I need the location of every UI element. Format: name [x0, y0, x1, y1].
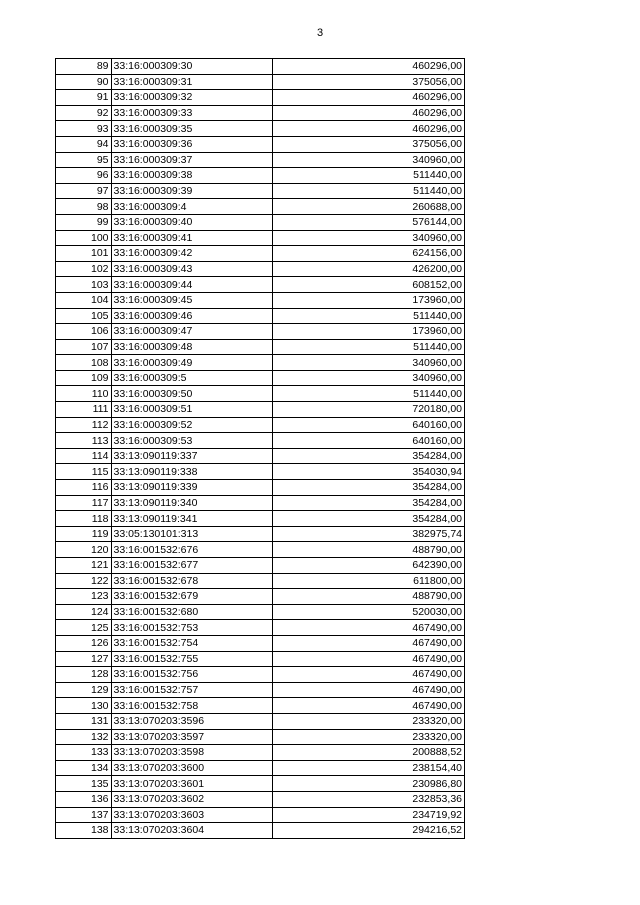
cadastral-number: 33:16:000309:32 [111, 90, 273, 106]
table-row [56, 464, 465, 480]
row-number: 118 [56, 511, 112, 527]
cadastral-value: 467490,00 [273, 682, 465, 698]
cadastral-number: 33:16:000309:51 [111, 402, 273, 418]
table-row [56, 199, 465, 215]
cadastral-number: 33:16:000309:53 [111, 433, 273, 449]
table-row [56, 667, 465, 683]
cadastral-number: 33:16:000309:42 [111, 246, 273, 262]
cadastral-value: 354284,00 [273, 495, 465, 511]
table-row [56, 635, 465, 651]
cadastral-value: 460296,00 [273, 121, 465, 137]
cadastral-number: 33:16:000309:36 [111, 136, 273, 152]
row-number: 131 [56, 713, 112, 729]
row-number: 122 [56, 573, 112, 589]
cadastral-value: 173960,00 [273, 292, 465, 308]
table-row [56, 386, 465, 402]
cadastral-number: 33:16:000309:48 [111, 339, 273, 355]
cadastral-number: 33:16:000309:46 [111, 308, 273, 324]
cadastral-value: 511440,00 [273, 183, 465, 199]
row-number: 98 [56, 199, 112, 215]
row-number: 101 [56, 246, 112, 262]
row-number: 97 [56, 183, 112, 199]
data-table [55, 58, 465, 839]
cadastral-value: 640160,00 [273, 433, 465, 449]
row-number: 116 [56, 480, 112, 496]
cadastral-number: 33:13:070203:3603 [111, 807, 273, 823]
cadastral-number: 33:16:001532:753 [111, 620, 273, 636]
cadastral-number: 33:05:130101:313 [111, 526, 273, 542]
cadastral-number: 33:13:090119:337 [111, 448, 273, 464]
table-row [56, 277, 465, 293]
cadastral-value: 375056,00 [273, 136, 465, 152]
table-row [56, 183, 465, 199]
table-row [56, 604, 465, 620]
cadastral-value: 511440,00 [273, 339, 465, 355]
row-number: 117 [56, 495, 112, 511]
cadastral-value: 354030,94 [273, 464, 465, 480]
row-number: 112 [56, 417, 112, 433]
row-number: 130 [56, 698, 112, 714]
table-row [56, 121, 465, 137]
row-number: 100 [56, 230, 112, 246]
cadastral-value: 511440,00 [273, 168, 465, 184]
cadastral-value: 720180,00 [273, 402, 465, 418]
row-number: 102 [56, 261, 112, 277]
cadastral-number: 33:16:000309:4 [111, 199, 273, 215]
row-number: 105 [56, 308, 112, 324]
cadastral-number: 33:16:000309:41 [111, 230, 273, 246]
table-row [56, 168, 465, 184]
cadastral-number: 33:13:090119:338 [111, 464, 273, 480]
cadastral-value: 340960,00 [273, 230, 465, 246]
cadastral-value: 460296,00 [273, 59, 465, 75]
cadastral-number: 33:13:070203:3604 [111, 823, 273, 839]
cadastral-number: 33:16:000309:35 [111, 121, 273, 137]
row-number: 132 [56, 729, 112, 745]
row-number: 113 [56, 433, 112, 449]
row-number: 91 [56, 90, 112, 106]
cadastral-number: 33:13:070203:3596 [111, 713, 273, 729]
cadastral-number: 33:16:000309:52 [111, 417, 273, 433]
page-number: 3 [316, 27, 324, 39]
row-number: 126 [56, 635, 112, 651]
table-row [56, 791, 465, 807]
cadastral-number: 33:13:070203:3597 [111, 729, 273, 745]
cadastral-number: 33:16:001532:676 [111, 542, 273, 558]
table-row [56, 682, 465, 698]
cadastral-value: 488790,00 [273, 589, 465, 605]
table-row [56, 760, 465, 776]
row-number: 96 [56, 168, 112, 184]
cadastral-number: 33:16:001532:754 [111, 635, 273, 651]
table-row [56, 105, 465, 121]
cadastral-value: 467490,00 [273, 651, 465, 667]
row-number: 99 [56, 214, 112, 230]
cadastral-number: 33:13:070203:3600 [111, 760, 273, 776]
row-number: 134 [56, 760, 112, 776]
cadastral-number: 33:16:000309:43 [111, 261, 273, 277]
cadastral-value: 520030,00 [273, 604, 465, 620]
table-row [56, 214, 465, 230]
cadastral-number: 33:16:000309:47 [111, 324, 273, 340]
cadastral-value: 173960,00 [273, 324, 465, 340]
cadastral-number: 33:13:070203:3601 [111, 776, 273, 792]
row-number: 94 [56, 136, 112, 152]
table-row [56, 246, 465, 262]
cadastral-number: 33:16:001532:679 [111, 589, 273, 605]
cadastral-number: 33:13:070203:3598 [111, 745, 273, 761]
cadastral-number: 33:16:000309:5 [111, 370, 273, 386]
row-number: 135 [56, 776, 112, 792]
cadastral-value: 576144,00 [273, 214, 465, 230]
row-number: 109 [56, 370, 112, 386]
row-number: 106 [56, 324, 112, 340]
table-row [56, 745, 465, 761]
cadastral-number: 33:16:001532:757 [111, 682, 273, 698]
row-number: 92 [56, 105, 112, 121]
cadastral-value: 611800,00 [273, 573, 465, 589]
cadastral-value: 354284,00 [273, 480, 465, 496]
cadastral-number: 33:16:000309:49 [111, 355, 273, 371]
row-number: 90 [56, 74, 112, 90]
cadastral-value: 340960,00 [273, 355, 465, 371]
table-row [56, 433, 465, 449]
row-number: 127 [56, 651, 112, 667]
cadastral-number: 33:16:000309:33 [111, 105, 273, 121]
cadastral-value: 340960,00 [273, 370, 465, 386]
cadastral-value: 460296,00 [273, 105, 465, 121]
row-number: 95 [56, 152, 112, 168]
cadastral-number: 33:13:070203:3602 [111, 791, 273, 807]
row-number: 115 [56, 464, 112, 480]
cadastral-value: 467490,00 [273, 667, 465, 683]
cadastral-value: 238154,40 [273, 760, 465, 776]
cadastral-value: 340960,00 [273, 152, 465, 168]
table-row [56, 823, 465, 839]
table-row [56, 729, 465, 745]
table-row [56, 511, 465, 527]
table-row [56, 355, 465, 371]
row-number: 136 [56, 791, 112, 807]
cadastral-number: 33:16:001532:677 [111, 558, 273, 574]
cadastral-value: 460296,00 [273, 90, 465, 106]
cadastral-number: 33:13:090119:339 [111, 480, 273, 496]
row-number: 110 [56, 386, 112, 402]
table-row [56, 74, 465, 90]
row-number: 89 [56, 59, 112, 75]
table-row [56, 370, 465, 386]
cadastral-value: 608152,00 [273, 277, 465, 293]
row-number: 108 [56, 355, 112, 371]
cadastral-number: 33:16:000309:31 [111, 74, 273, 90]
cadastral-number: 33:16:000309:45 [111, 292, 273, 308]
table-row [56, 776, 465, 792]
cadastral-value: 294216,52 [273, 823, 465, 839]
cadastral-value: 467490,00 [273, 698, 465, 714]
table-row [56, 620, 465, 636]
cadastral-value: 467490,00 [273, 620, 465, 636]
cadastral-number: 33:16:000309:30 [111, 59, 273, 75]
cadastral-value: 375056,00 [273, 74, 465, 90]
cadastral-number: 33:16:001532:756 [111, 667, 273, 683]
table-row [56, 292, 465, 308]
table-row [56, 339, 465, 355]
row-number: 120 [56, 542, 112, 558]
cadastral-value: 354284,00 [273, 511, 465, 527]
row-number: 93 [56, 121, 112, 137]
cadastral-value: 230986,80 [273, 776, 465, 792]
table-row [56, 402, 465, 418]
table-row [56, 542, 465, 558]
table-row [56, 448, 465, 464]
row-number: 103 [56, 277, 112, 293]
cadastral-number: 33:16:000309:39 [111, 183, 273, 199]
table-row [56, 558, 465, 574]
cadastral-value: 488790,00 [273, 542, 465, 558]
cadastral-number: 33:16:000309:40 [111, 214, 273, 230]
cadastral-value: 233320,00 [273, 729, 465, 745]
cadastral-value: 511440,00 [273, 386, 465, 402]
table-row [56, 713, 465, 729]
table-row [56, 90, 465, 106]
table-row [56, 324, 465, 340]
table-row [56, 651, 465, 667]
row-number: 114 [56, 448, 112, 464]
cadastral-value: 233320,00 [273, 713, 465, 729]
row-number: 119 [56, 526, 112, 542]
row-number: 104 [56, 292, 112, 308]
cadastral-number: 33:16:001532:758 [111, 698, 273, 714]
row-number: 128 [56, 667, 112, 683]
cadastral-value: 354284,00 [273, 448, 465, 464]
table-row [56, 698, 465, 714]
cadastral-value: 511440,00 [273, 308, 465, 324]
table-row [56, 261, 465, 277]
cadastral-value: 382975,74 [273, 526, 465, 542]
cadastral-value: 642390,00 [273, 558, 465, 574]
row-number: 138 [56, 823, 112, 839]
cadastral-value: 260688,00 [273, 199, 465, 215]
table-row [56, 308, 465, 324]
row-number: 124 [56, 604, 112, 620]
table-body [56, 59, 465, 839]
table-row [56, 526, 465, 542]
cadastral-value: 200888,52 [273, 745, 465, 761]
cadastral-number: 33:13:090119:340 [111, 495, 273, 511]
cadastral-number: 33:16:001532:755 [111, 651, 273, 667]
cadastral-value: 232853,36 [273, 791, 465, 807]
row-number: 137 [56, 807, 112, 823]
cadastral-value: 426200,00 [273, 261, 465, 277]
cadastral-value: 467490,00 [273, 635, 465, 651]
table-row [56, 573, 465, 589]
table-row [56, 230, 465, 246]
cadastral-number: 33:16:001532:678 [111, 573, 273, 589]
cadastral-number: 33:16:000309:44 [111, 277, 273, 293]
table-row [56, 417, 465, 433]
row-number: 107 [56, 339, 112, 355]
table-row [56, 589, 465, 605]
row-number: 123 [56, 589, 112, 605]
cadastral-number: 33:16:000309:37 [111, 152, 273, 168]
table-row [56, 152, 465, 168]
table-row [56, 495, 465, 511]
cadastral-value: 640160,00 [273, 417, 465, 433]
table-row [56, 480, 465, 496]
cadastral-value: 624156,00 [273, 246, 465, 262]
cadastral-value: 234719,92 [273, 807, 465, 823]
table-row [56, 136, 465, 152]
row-number: 125 [56, 620, 112, 636]
table-row [56, 59, 465, 75]
cadastral-number: 33:16:000309:38 [111, 168, 273, 184]
cadastral-number: 33:16:001532:680 [111, 604, 273, 620]
table-row [56, 807, 465, 823]
row-number: 129 [56, 682, 112, 698]
row-number: 111 [56, 402, 112, 418]
row-number: 133 [56, 745, 112, 761]
row-number: 121 [56, 558, 112, 574]
cadastral-number: 33:16:000309:50 [111, 386, 273, 402]
cadastral-number: 33:13:090119:341 [111, 511, 273, 527]
